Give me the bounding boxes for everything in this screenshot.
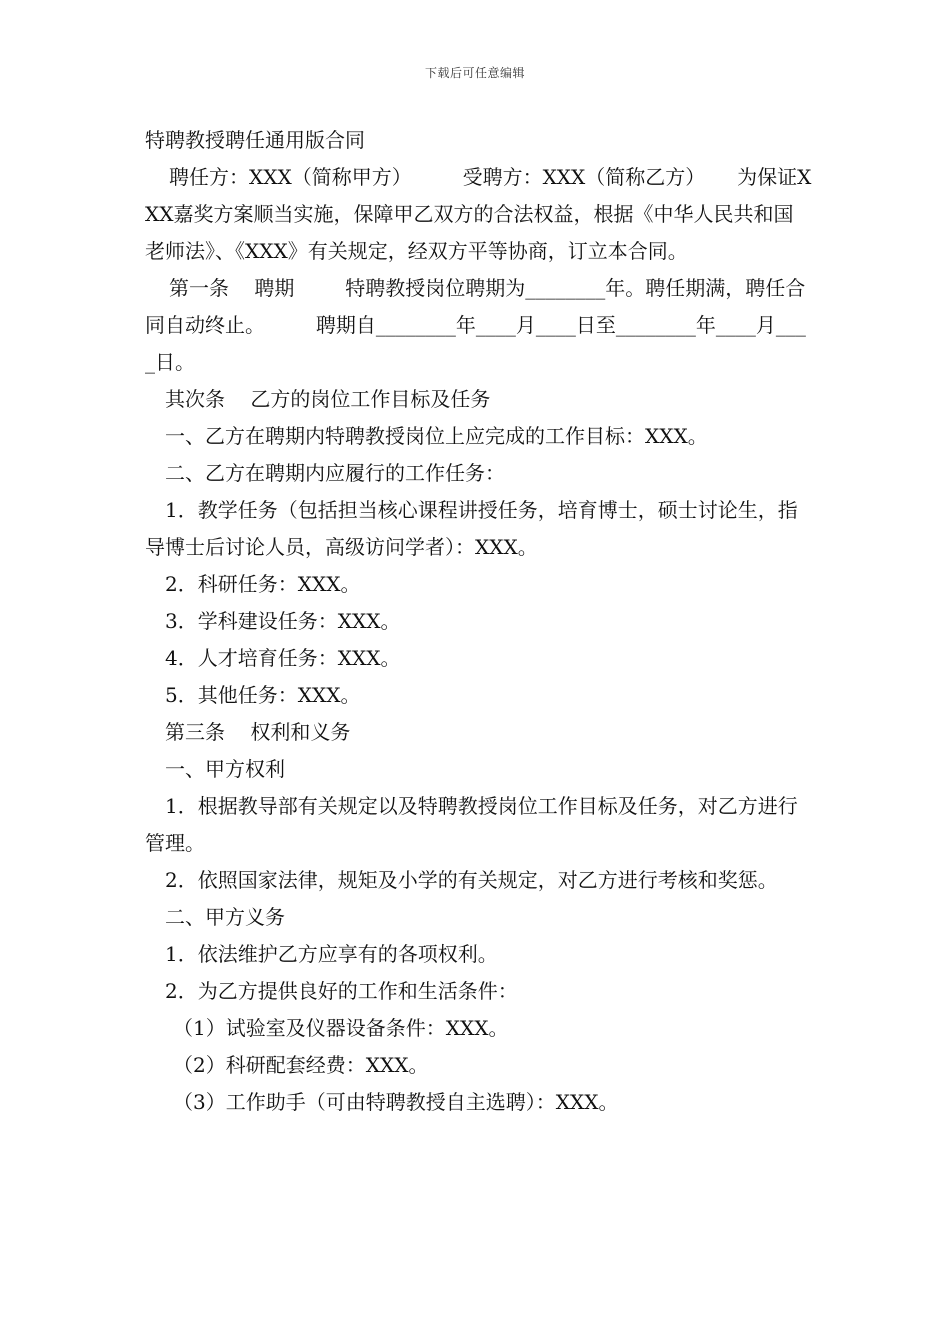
paragraph-work-goal: 一、乙方在聘期内特聘教授岗位上应完成的工作目标：XXX。 [165,424,708,448]
paragraph-task-talent: 4．人才培育任务：XXX。 [165,646,401,670]
document-title: 特聘教授聘任通用版合同 [145,128,365,152]
paragraph-party-a-duty-2: 2．为乙方提供良好的工作和生活条件： [165,979,518,1003]
paragraph-party-a-right-2: 2．依照国家法律，规矩及小学的有关规定，对乙方进行考核和奖惩。 [165,868,778,892]
document-body [145,122,813,1121]
paragraph-article-1: 第一条 聘期 特聘教授岗位聘期为________年。聘任期满，聘任合同自动终止。 聘期自________年____月____日至________年____月____日。 [145,276,806,374]
paragraph-article-2-heading: 其次条 乙方的岗位工作目标及任务 [165,387,491,411]
paragraph-task-discipline: 3．学科建设任务：XXX。 [165,609,401,633]
paragraph-condition-lab: （1）试验室及仪器设备条件：XXX。 [173,1016,509,1040]
paragraph-article-3-heading: 第三条 权利和义务 [165,720,351,744]
page-header-note: 下载后可任意编辑 [424,66,525,80]
paragraph-condition-assistant: （3）工作助手（可由特聘教授自主选聘）：XXX。 [173,1090,619,1114]
paragraph-party-a-duties-heading: 二、甲方义务 [165,905,285,929]
paragraph-task-research: 2．科研任务：XXX。 [165,572,361,596]
paragraph-party-a-duty-1: 1．依法维护乙方应享有的各项权利。 [165,942,498,966]
paragraph-party-a-rights-heading: 一、甲方权利 [165,757,285,781]
paragraph-task-teaching: 1．教学任务（包括担当核心课程讲授任务，培育博士，硕士讨论生，指导博士后讨论人员，高级访问学者）：XXX。 [145,498,798,559]
paragraph-party-a-right-1: 1．根据教导部有关规定以及特聘教授岗位工作目标及任务，对乙方进行管理。 [145,794,798,855]
paragraph-task-other: 5．其他任务：XXX。 [165,683,361,707]
paragraph-parties: 聘任方：XXX（简称甲方） 受聘方：XXX（简称乙方） 为保证XXX嘉奖方案顺当实施，保障甲乙双方的合法权益，根据《中华人民共和国老师法》、《XXX》有关规定，经双方平等协商，订立本合同。 [145,165,812,263]
paragraph-work-tasks-heading: 二、乙方在聘期内应履行的工作任务： [165,461,505,485]
paragraph-condition-funding: （2）科研配套经费：XXX。 [173,1053,429,1077]
